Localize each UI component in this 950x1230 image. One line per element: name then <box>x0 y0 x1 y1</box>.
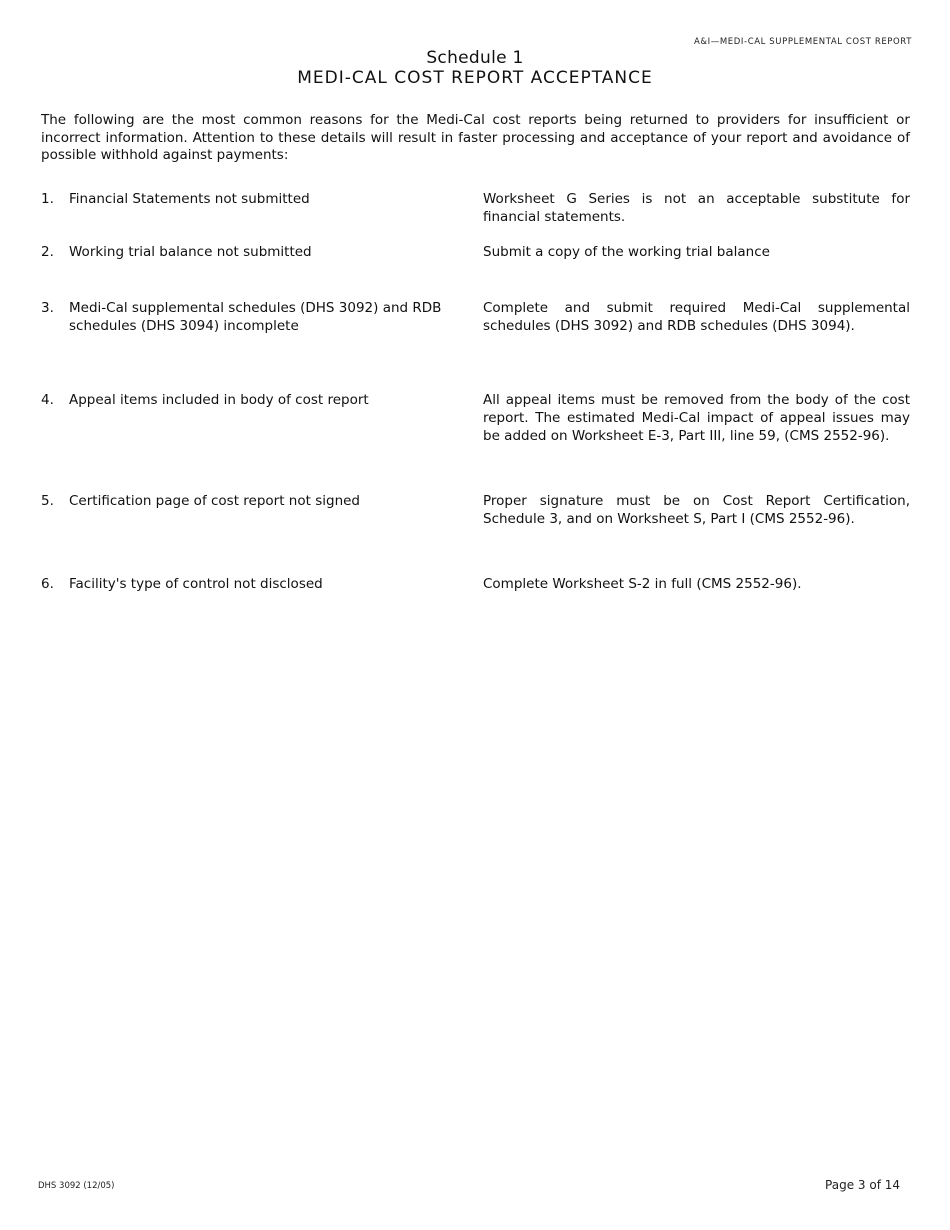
item-number: 2. <box>41 244 54 260</box>
schedule-label: Schedule 1 <box>426 48 524 68</box>
item-reason: Medi-Cal supplemental schedules (DHS 3092) and RDB schedules (DHS 3094) incomplete <box>69 300 442 334</box>
intro-paragraph: The following are the most common reasons for the Medi-Cal cost reports being returned to providers for insufficient or incorrect information. Attention to these details will result in faster processing and acceptance of your report and avoidance of possible withhold against payments: <box>41 112 910 163</box>
item-reason: Appeal items included in body of cost report <box>69 392 369 408</box>
item-number: 6. <box>41 576 54 592</box>
item-reason: Certification page of cost report not signed <box>69 493 360 509</box>
item-number: 5. <box>41 493 54 509</box>
page-number: Page 3 of 14 <box>825 1178 900 1192</box>
page-title: MEDI-CAL COST REPORT ACCEPTANCE <box>297 68 653 88</box>
item-remedy: Submit a copy of the working trial balance <box>483 244 770 260</box>
item-remedy: All appeal items must be removed from the body of the cost report. The estimated Medi-Cal impact of appeal issues may be added on Worksheet E-3, Part III, line 59, (CMS 2552-96). <box>483 392 910 444</box>
item-reason: Facility's type of control not disclosed <box>69 576 323 592</box>
item-reason: Financial Statements not submitted <box>69 191 310 207</box>
item-reason: Working trial balance not submitted <box>69 244 312 260</box>
report-header: A&I—MEDI-CAL SUPPLEMENTAL COST REPORT <box>694 37 912 47</box>
item-remedy: Complete and submit required Medi-Cal supplemental schedules (DHS 3092) and RDB schedules (DHS 3094). <box>483 300 910 334</box>
item-number: 4. <box>41 392 54 408</box>
item-remedy: Complete Worksheet S-2 in full (CMS 2552-96). <box>483 576 802 592</box>
item-number: 3. <box>41 300 54 316</box>
item-number: 1. <box>41 191 54 207</box>
item-remedy: Proper signature must be on Cost Report Certification, Schedule 3, and on Worksheet S, Part I (CMS 2552-96). <box>483 493 910 527</box>
title-block <box>0 48 950 88</box>
form-id: DHS 3092 (12/05) <box>38 1181 115 1191</box>
item-remedy: Worksheet G Series is not an acceptable substitute for financial statements. <box>483 191 910 225</box>
